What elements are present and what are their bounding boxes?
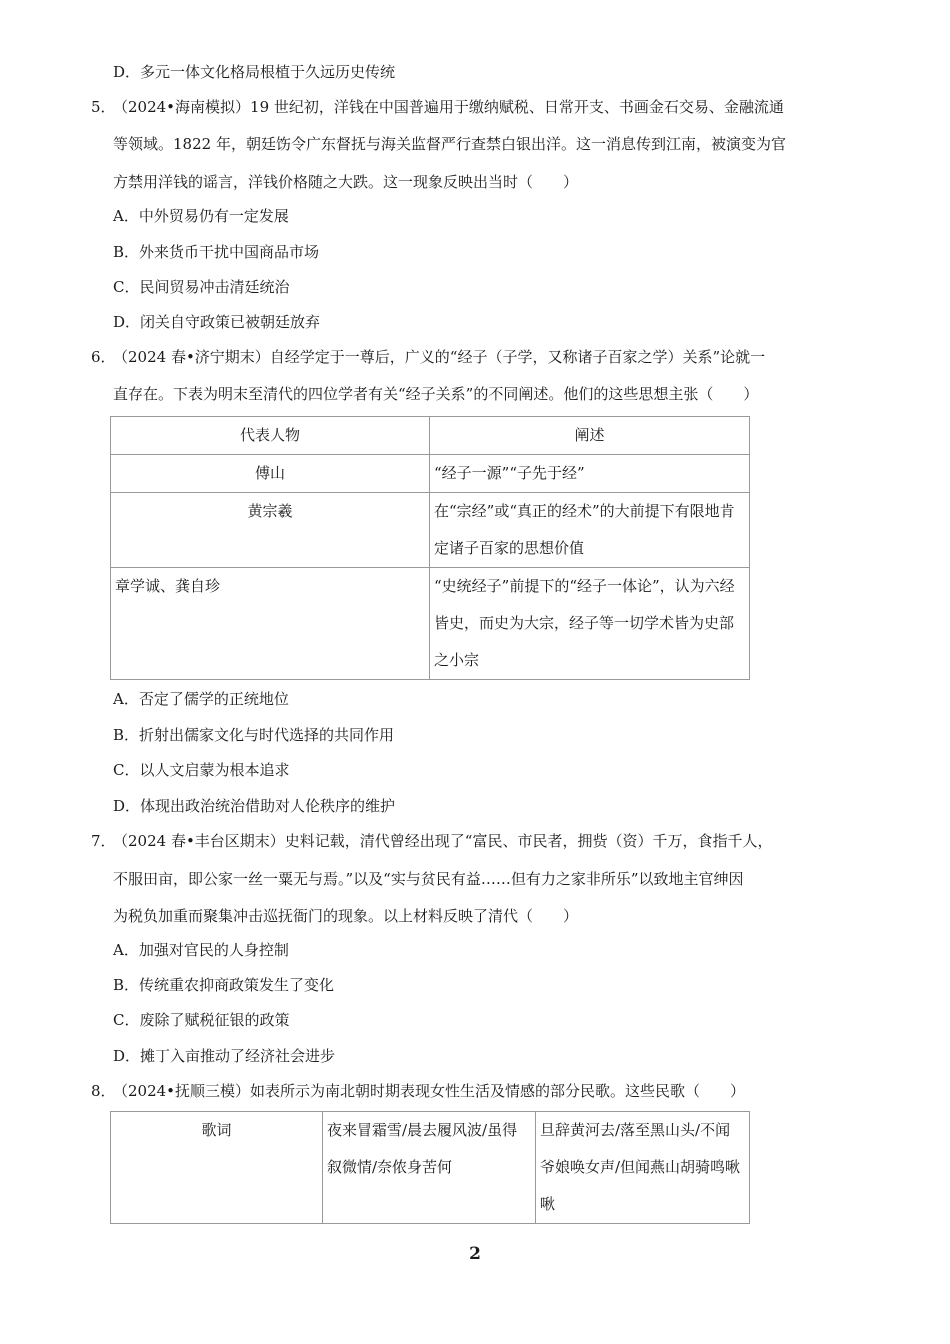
table-cell-person: 黄宗羲 — [111, 493, 430, 568]
table-cell-lyrics: 旦辞黄河去/落至黑山头/不闻爷娘唤女声/但闻燕山胡骑鸣啾啾 — [536, 1112, 750, 1224]
table-row — [111, 568, 750, 680]
question-text-line: 方禁用洋钱的谣言，洋钱价格随之大跌。这一现象反映出当时（ ） — [113, 173, 579, 191]
page-number: 2 — [469, 1244, 481, 1264]
table-cell-statement: 在“宗经”或“真正的经术”的大前提下有限地肯定诸子百家的思想价值 — [430, 493, 750, 568]
option-c: C．废除了赋税征银的政策 — [113, 1011, 290, 1029]
table-cell-lyrics: 夜来冒霜雪/晨去履风波/虽得叙微情/奈侬身苦何 — [323, 1112, 536, 1224]
option-a: A．加强对官民的人身控制 — [113, 941, 289, 959]
question-number: 5． — [91, 98, 116, 116]
option-b: B．传统重农抑商政策发生了变化 — [113, 976, 335, 994]
option-c: C．民间贸易冲击清廷统治 — [113, 278, 290, 296]
prev-option-d: D．多元一体文化格局根植于久远历史传统 — [113, 63, 396, 81]
table-cell-person: 章学诚、龚自珍 — [111, 568, 430, 680]
table-row — [111, 455, 750, 493]
option-d: D．闭关自守政策已被朝廷放弃 — [113, 313, 321, 331]
option-d: D．体现出政治统治借助对人伦秩序的维护 — [113, 797, 396, 815]
table-header-cell: 代表人物 — [111, 417, 430, 455]
question-text-line: （2024 春•丰台区期末）史料记载，清代曾经出现了“富民、市民者，拥赀（资）千万，食指千人， — [113, 832, 773, 850]
question-number: 7． — [91, 832, 116, 850]
question-text-line: （2024•海南模拟）19 世纪初，洋钱在中国普遍用于缴纳赋税、日常开支、书画金石交易、金融流通 — [113, 98, 784, 116]
scholars-table — [110, 416, 750, 680]
table-header-row — [111, 417, 750, 455]
table-cell-statement: “史统经子”前提下的“经子一体论”，认为六经皆史，而史为大宗，经子等一切学术皆为史部之小宗 — [430, 568, 750, 680]
question-text-line: （2024•抚顺三模）如表所示为南北朝时期表现女性生活及情感的部分民歌。这些民歌（ ） — [113, 1082, 746, 1100]
option-a: A．否定了儒学的正统地位 — [113, 690, 289, 708]
question-text-line: 为税负加重而聚集冲击巡抚衙门的现象。以上材料反映了清代（ ） — [113, 907, 579, 925]
table-row — [111, 1112, 750, 1224]
question-number: 8． — [91, 1082, 116, 1100]
option-b: B．折射出儒家文化与时代选择的共同作用 — [113, 726, 395, 744]
option-d: D．摊丁入亩推动了经济社会进步 — [113, 1047, 336, 1065]
folk-songs-table — [110, 1111, 750, 1224]
option-c: C．以人文启蒙为根本追求 — [113, 761, 290, 779]
question-text-line: （2024 春•济宁期末）自经学定于一尊后，广义的“经子（子学，又称诸子百家之学）关系”论就一 — [113, 348, 766, 366]
table-cell-person: 傅山 — [111, 455, 430, 493]
table-row — [111, 493, 750, 568]
question-text-line: 直存在。下表为明末至清代的四位学者有关“经子关系”的不同阐述。他们的这些思想主张（ ） — [113, 385, 759, 403]
question-text-line: 等领域。1822 年，朝廷饬令广东督抚与海关监督严行查禁白银出洋。这一消息传到江南，被演变为官 — [113, 135, 786, 153]
option-a: A．中外贸易仍有一定发展 — [113, 207, 289, 225]
table-header-cell: 阐述 — [430, 417, 750, 455]
question-number: 6． — [91, 348, 116, 366]
option-b: B．外来货币干扰中国商品市场 — [113, 243, 320, 261]
table-cell-label: 歌词 — [111, 1112, 323, 1224]
question-text-line: 不服田亩，即公家一丝一粟无与焉。”以及“实与贫民有益……但有力之家非所乐”以致地主官绅因 — [113, 870, 744, 888]
table-cell-statement: “经子一源”“子先于经” — [430, 455, 750, 493]
